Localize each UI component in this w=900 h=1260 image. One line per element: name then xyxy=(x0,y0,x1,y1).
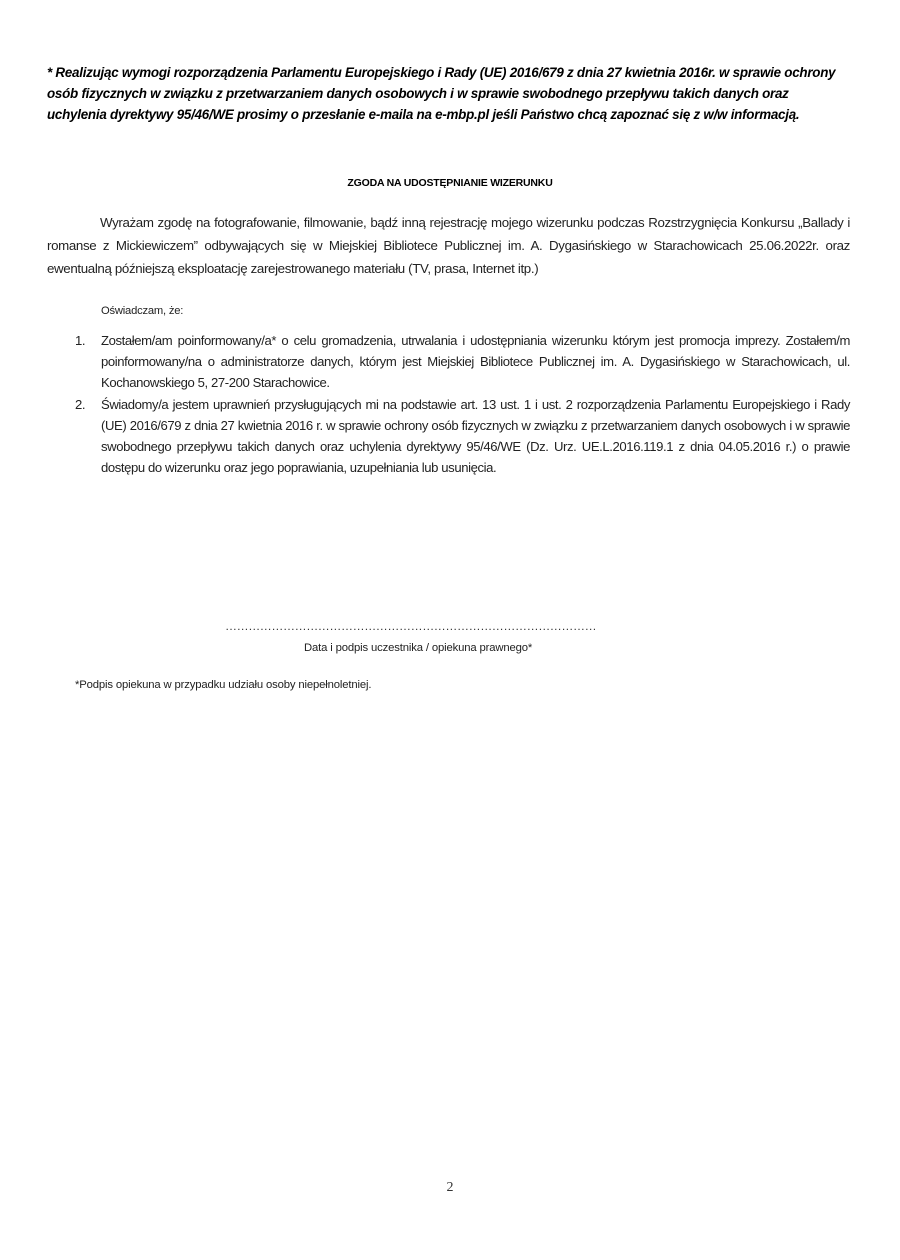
list-item-number: 2. xyxy=(75,396,86,412)
list-item-number: 1. xyxy=(75,333,86,348)
list-item-text: Świadomy/a jestem uprawnień przysługujących mi na podstawie art. 13 ust. 1 i ust. 2 rozporządzenia Parlamentu Europejskiego i Rady (UE) 2016/679 z dnia 27 kwietnia 2016 r. w sprawie ochrony osób fizycznych w związku z przetwarzaniem danych osobowych i w sprawie swobodnego przepływu takich danych oraz uchylenia dyrektywy 95/46/WE (Dz. Urz. UE.L.2016.119.1 z dnia 04.05.2016 r.) o prawie dostępu do wizerunku oraz jego poprawiania, uzupełniania lub usunięcia. xyxy=(101,396,850,476)
footnote: *Podpis opiekuna w przypadku udziału osoby niepełnoletniej. xyxy=(75,679,372,691)
consent-paragraph xyxy=(47,211,850,281)
list-item xyxy=(75,394,850,479)
signature-label: Data i podpis uczestnika / opiekuna prawnego* xyxy=(304,642,533,654)
declaration-intro: Oświadczam, że: xyxy=(101,305,184,317)
list-item-text: Zostałem/am poinformowany/a* o celu gromadzenia, utrwalania i udostępniania wizerunku którym jest promocja imprezy. Zostałem/m poinformowany/na o administratorze danych, którym jest Miejskiej Bibliotece Publicznej im. A. Dygasińskiego w Starachowicach, ul. Kochanowskiego 5, 27-200 Starachowice. xyxy=(101,333,850,391)
page-number: 2 xyxy=(446,1180,454,1195)
signature-line: …………………………………………………………………………………… xyxy=(225,619,597,633)
statements-list xyxy=(75,330,850,478)
consent-text: Wyrażam zgodę na fotografowanie, filmowanie, bądź inną rejestrację mojego wizerunku podczas Rozstrzygnięcia Konkursu „Ballady i romanse z Mickiewiczem” odbywających się w Miejskiej Bibliotece Publicznej im. A. Dygasińskiego w Starachowicach 25.06.2022r. oraz ewentualną późniejszą eksploatację zarejestrowanego materiału (TV, prasa, Internet itp.) xyxy=(47,215,850,277)
list-item xyxy=(75,330,850,394)
document-title: ZGODA NA UDOSTĘPNIANIE WIZERUNKU xyxy=(347,177,553,189)
gdpr-notice: * Realizując wymogi rozporządzenia Parlamentu Europejskiego i Rady (UE) 2016/679 z dnia 27 kwietnia 2016r. w sprawie ochrony osób fizycznych w związku z przetwarzaniem danych osobowych i w sprawie swobodnego przepływu takich danych oraz uchylenia dyrektywy 95/46/WE prosimy o przesłanie e-maila na e-mbp.pl jeśli Państwo chcą zapoznać się z w/w informacją. xyxy=(47,65,836,122)
